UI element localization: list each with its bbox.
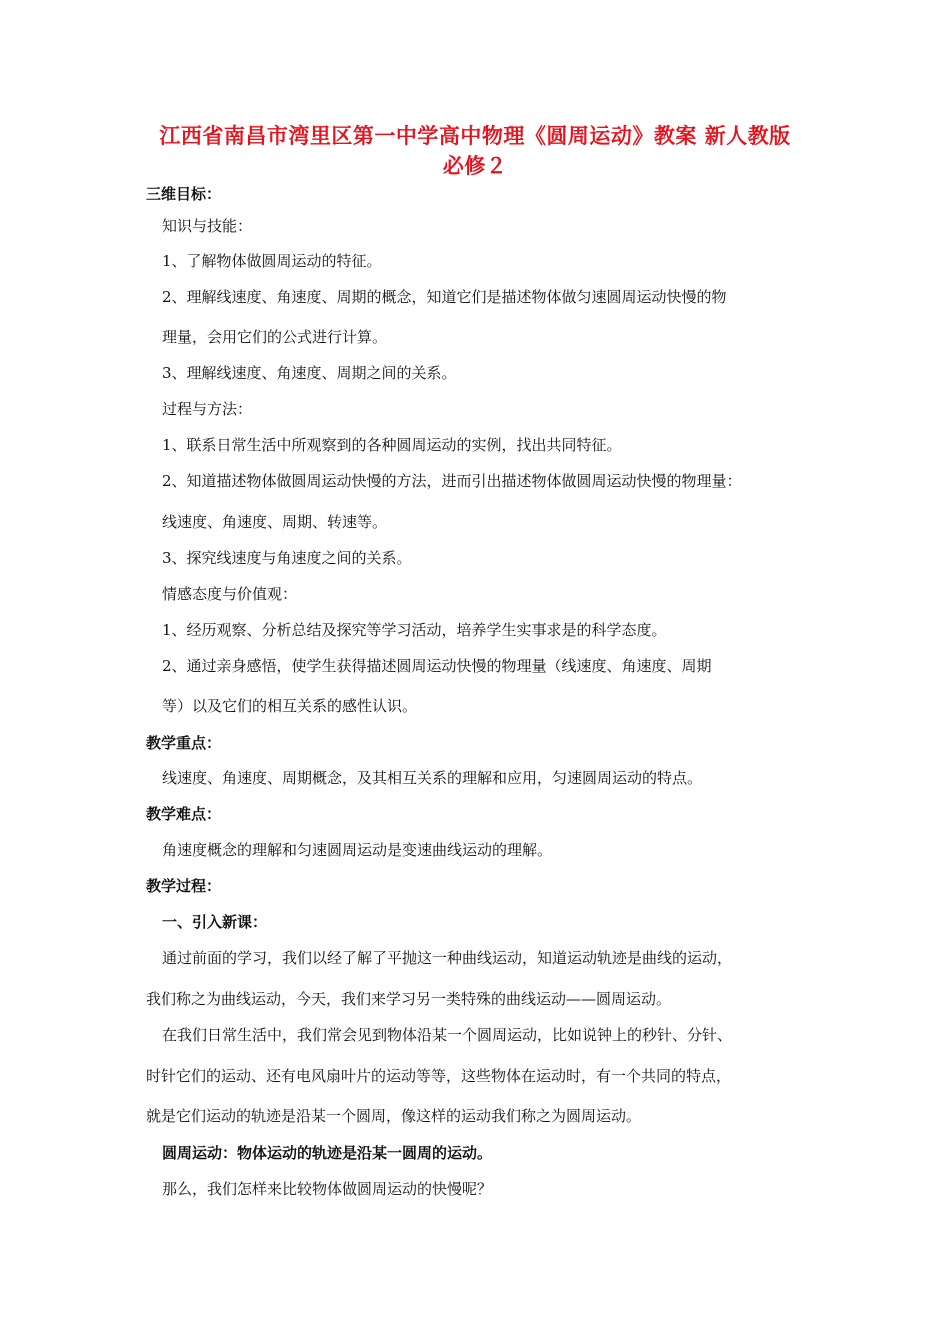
process-item-3: 3、探究线速度与角速度之间的关系。	[162, 549, 412, 567]
intro-paragraph-2a: 在我们日常生活中，我们常会见到物体沿某一个圆周运动，比如说钟上的秒针、分针、	[162, 1026, 733, 1044]
emotion-label: 情感态度与价值观：	[162, 585, 298, 603]
emotion-item-1: 1、经历观察、分析总结及探究等学习活动，培养学生实事求是的科学态度。	[162, 621, 667, 639]
intro-paragraph-2b: 时针它们的运动、还有电风扇叶片的运动等等，这些物体在运动时，有一个共同的特点，	[146, 1067, 732, 1085]
knowledge-item-2a: 2、理解线速度、角速度、周期的概念，知道它们是描述物体做匀速圆周运动快慢的物	[162, 288, 727, 306]
difficulties-heading: 教学难点：	[146, 805, 222, 823]
knowledge-item-3: 3、理解线速度、角速度、周期之间的关系。	[162, 364, 457, 382]
process-label: 过程与方法：	[162, 400, 253, 418]
knowledge-item-2b: 理量，会用它们的公式进行计算。	[162, 328, 388, 346]
difficulties-text: 角速度概念的理解和匀速圆周运动是变速曲线运动的理解。	[162, 841, 553, 859]
intro-paragraph-1b: 我们称之为曲线运动，今天，我们来学习另一类特殊的曲线运动——圆周运动。	[146, 990, 672, 1008]
goals-heading: 三维目标：	[146, 185, 222, 203]
key-points-text: 线速度、角速度、周期概念，及其相互关系的理解和应用，匀速圆周运动的特点。	[162, 769, 703, 787]
intro-paragraph-1a: 通过前面的学习，我们以经了解了平抛这一种曲线运动，知道运动轨迹是曲线的运动，	[162, 949, 733, 967]
intro-subheading: 一、引入新课：	[162, 913, 268, 931]
teaching-process-heading: 教学过程：	[146, 877, 222, 895]
intro-paragraph-2c: 就是它们运动的轨迹是沿某一个圆周，像这样的运动我们称之为圆周运动。	[146, 1107, 642, 1125]
circular-motion-definition: 圆周运动：物体运动的轨迹是沿某一圆周的运动。	[162, 1144, 493, 1162]
document-title-line1: 江西省南昌市湾里区第一中学高中物理《圆周运动》教案 新人教版	[159, 124, 791, 148]
process-item-2a: 2、知道描述物体做圆周运动快慢的方法，进而引出描述物体做圆周运动快慢的物理量：	[162, 472, 742, 490]
process-item-2b: 线速度、角速度、周期、转速等。	[162, 513, 388, 531]
emotion-item-2a: 2、通过亲身感悟，使学生获得描述圆周运动快慢的物理量（线速度、角速度、周期	[162, 657, 712, 675]
key-points-heading: 教学重点：	[146, 734, 222, 752]
comparison-question: 那么，我们怎样来比较物体做圆周运动的快慢呢？	[162, 1180, 493, 1198]
knowledge-item-1: 1、了解物体做圆周运动的特征。	[162, 252, 382, 270]
process-item-1: 1、联系日常生活中所观察到的各种圆周运动的实例，找出共同特征。	[162, 436, 622, 454]
knowledge-label: 知识与技能：	[162, 217, 253, 235]
emotion-item-2b: 等）以及它们的相互关系的感性认识。	[162, 697, 418, 715]
document-title-line2: 必修２	[442, 154, 508, 178]
